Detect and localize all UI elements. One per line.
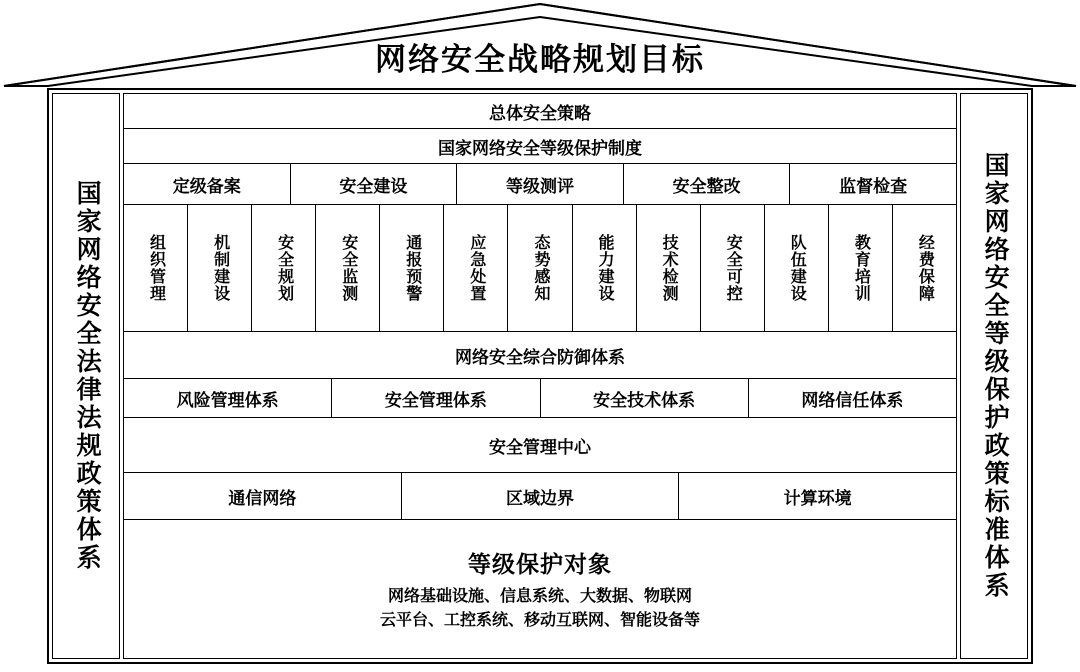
band-overall-policy: 总体安全策略 xyxy=(123,93,957,129)
capability-label: 技术检测 xyxy=(660,234,678,302)
capability-label: 经费保障 xyxy=(916,234,934,302)
band-comprehensive-defense: 网络安全综合防御体系 xyxy=(123,331,957,379)
capability-item xyxy=(251,204,316,332)
capability-item xyxy=(443,204,508,332)
stage-item: 监督检查 xyxy=(789,163,957,205)
core-stack xyxy=(123,93,957,659)
capability-label: 队伍建设 xyxy=(788,234,806,302)
system-item: 安全技术体系 xyxy=(540,378,749,418)
protection-object-line-2: 云平台、工控系统、移动互联网、智能设备等 xyxy=(379,611,700,629)
capability-item xyxy=(764,204,829,332)
band-security-management-center: 安全管理中心 xyxy=(123,417,957,473)
band-grade-protection-system: 国家网络安全等级保护制度 xyxy=(123,128,957,164)
capability-item xyxy=(700,204,765,332)
capability-label: 安全监测 xyxy=(339,234,357,302)
system-row xyxy=(123,378,957,418)
capability-item xyxy=(636,204,701,332)
system-item: 安全管理体系 xyxy=(331,378,540,418)
area-item: 通信网络 xyxy=(123,472,402,520)
left-pillar xyxy=(52,93,120,659)
capability-item xyxy=(828,204,893,332)
stage-item: 等级测评 xyxy=(456,163,624,205)
capability-label: 组织管理 xyxy=(147,234,165,302)
capability-label: 安全可控 xyxy=(724,234,742,302)
right-pillar xyxy=(960,93,1028,659)
left-pillar-label: 国家网络安全法律法规政策体系 xyxy=(73,180,101,572)
system-item: 网络信任体系 xyxy=(748,378,957,418)
capability-row xyxy=(123,204,957,332)
protection-object-title: 等级保护对象 xyxy=(468,551,612,577)
stage-item: 安全建设 xyxy=(290,163,458,205)
capability-item xyxy=(572,204,637,332)
area-item: 区域边界 xyxy=(401,472,680,520)
capability-label: 通报预警 xyxy=(403,234,421,302)
capability-label: 态势感知 xyxy=(531,234,549,302)
area-row xyxy=(123,472,957,520)
stage-item: 安全整改 xyxy=(623,163,791,205)
house-body xyxy=(47,88,1033,664)
roof-title: 网络安全战略规划目标 xyxy=(375,42,705,77)
right-pillar-label: 国家网络安全等级保护政策标准体系 xyxy=(981,152,1009,600)
roof-shape xyxy=(0,0,1080,88)
capability-item xyxy=(892,204,957,332)
protection-object-line-1: 网络基础设施、信息系统、大数据、物联网 xyxy=(387,587,692,605)
system-item: 风险管理体系 xyxy=(123,378,332,418)
capability-label: 应急处置 xyxy=(467,234,485,302)
capability-item xyxy=(315,204,380,332)
capability-item xyxy=(187,204,252,332)
capability-label: 能力建设 xyxy=(596,234,614,302)
stage-item: 定级备案 xyxy=(123,163,291,205)
stage-row xyxy=(123,163,957,205)
capability-label: 机制建设 xyxy=(211,234,229,302)
capability-item xyxy=(507,204,572,332)
capability-item xyxy=(379,204,444,332)
area-item: 计算环境 xyxy=(678,472,957,520)
capability-label: 安全规划 xyxy=(275,234,293,302)
band-protection-object xyxy=(123,519,957,659)
capability-label: 教育培训 xyxy=(852,234,870,302)
capability-item xyxy=(123,204,188,332)
